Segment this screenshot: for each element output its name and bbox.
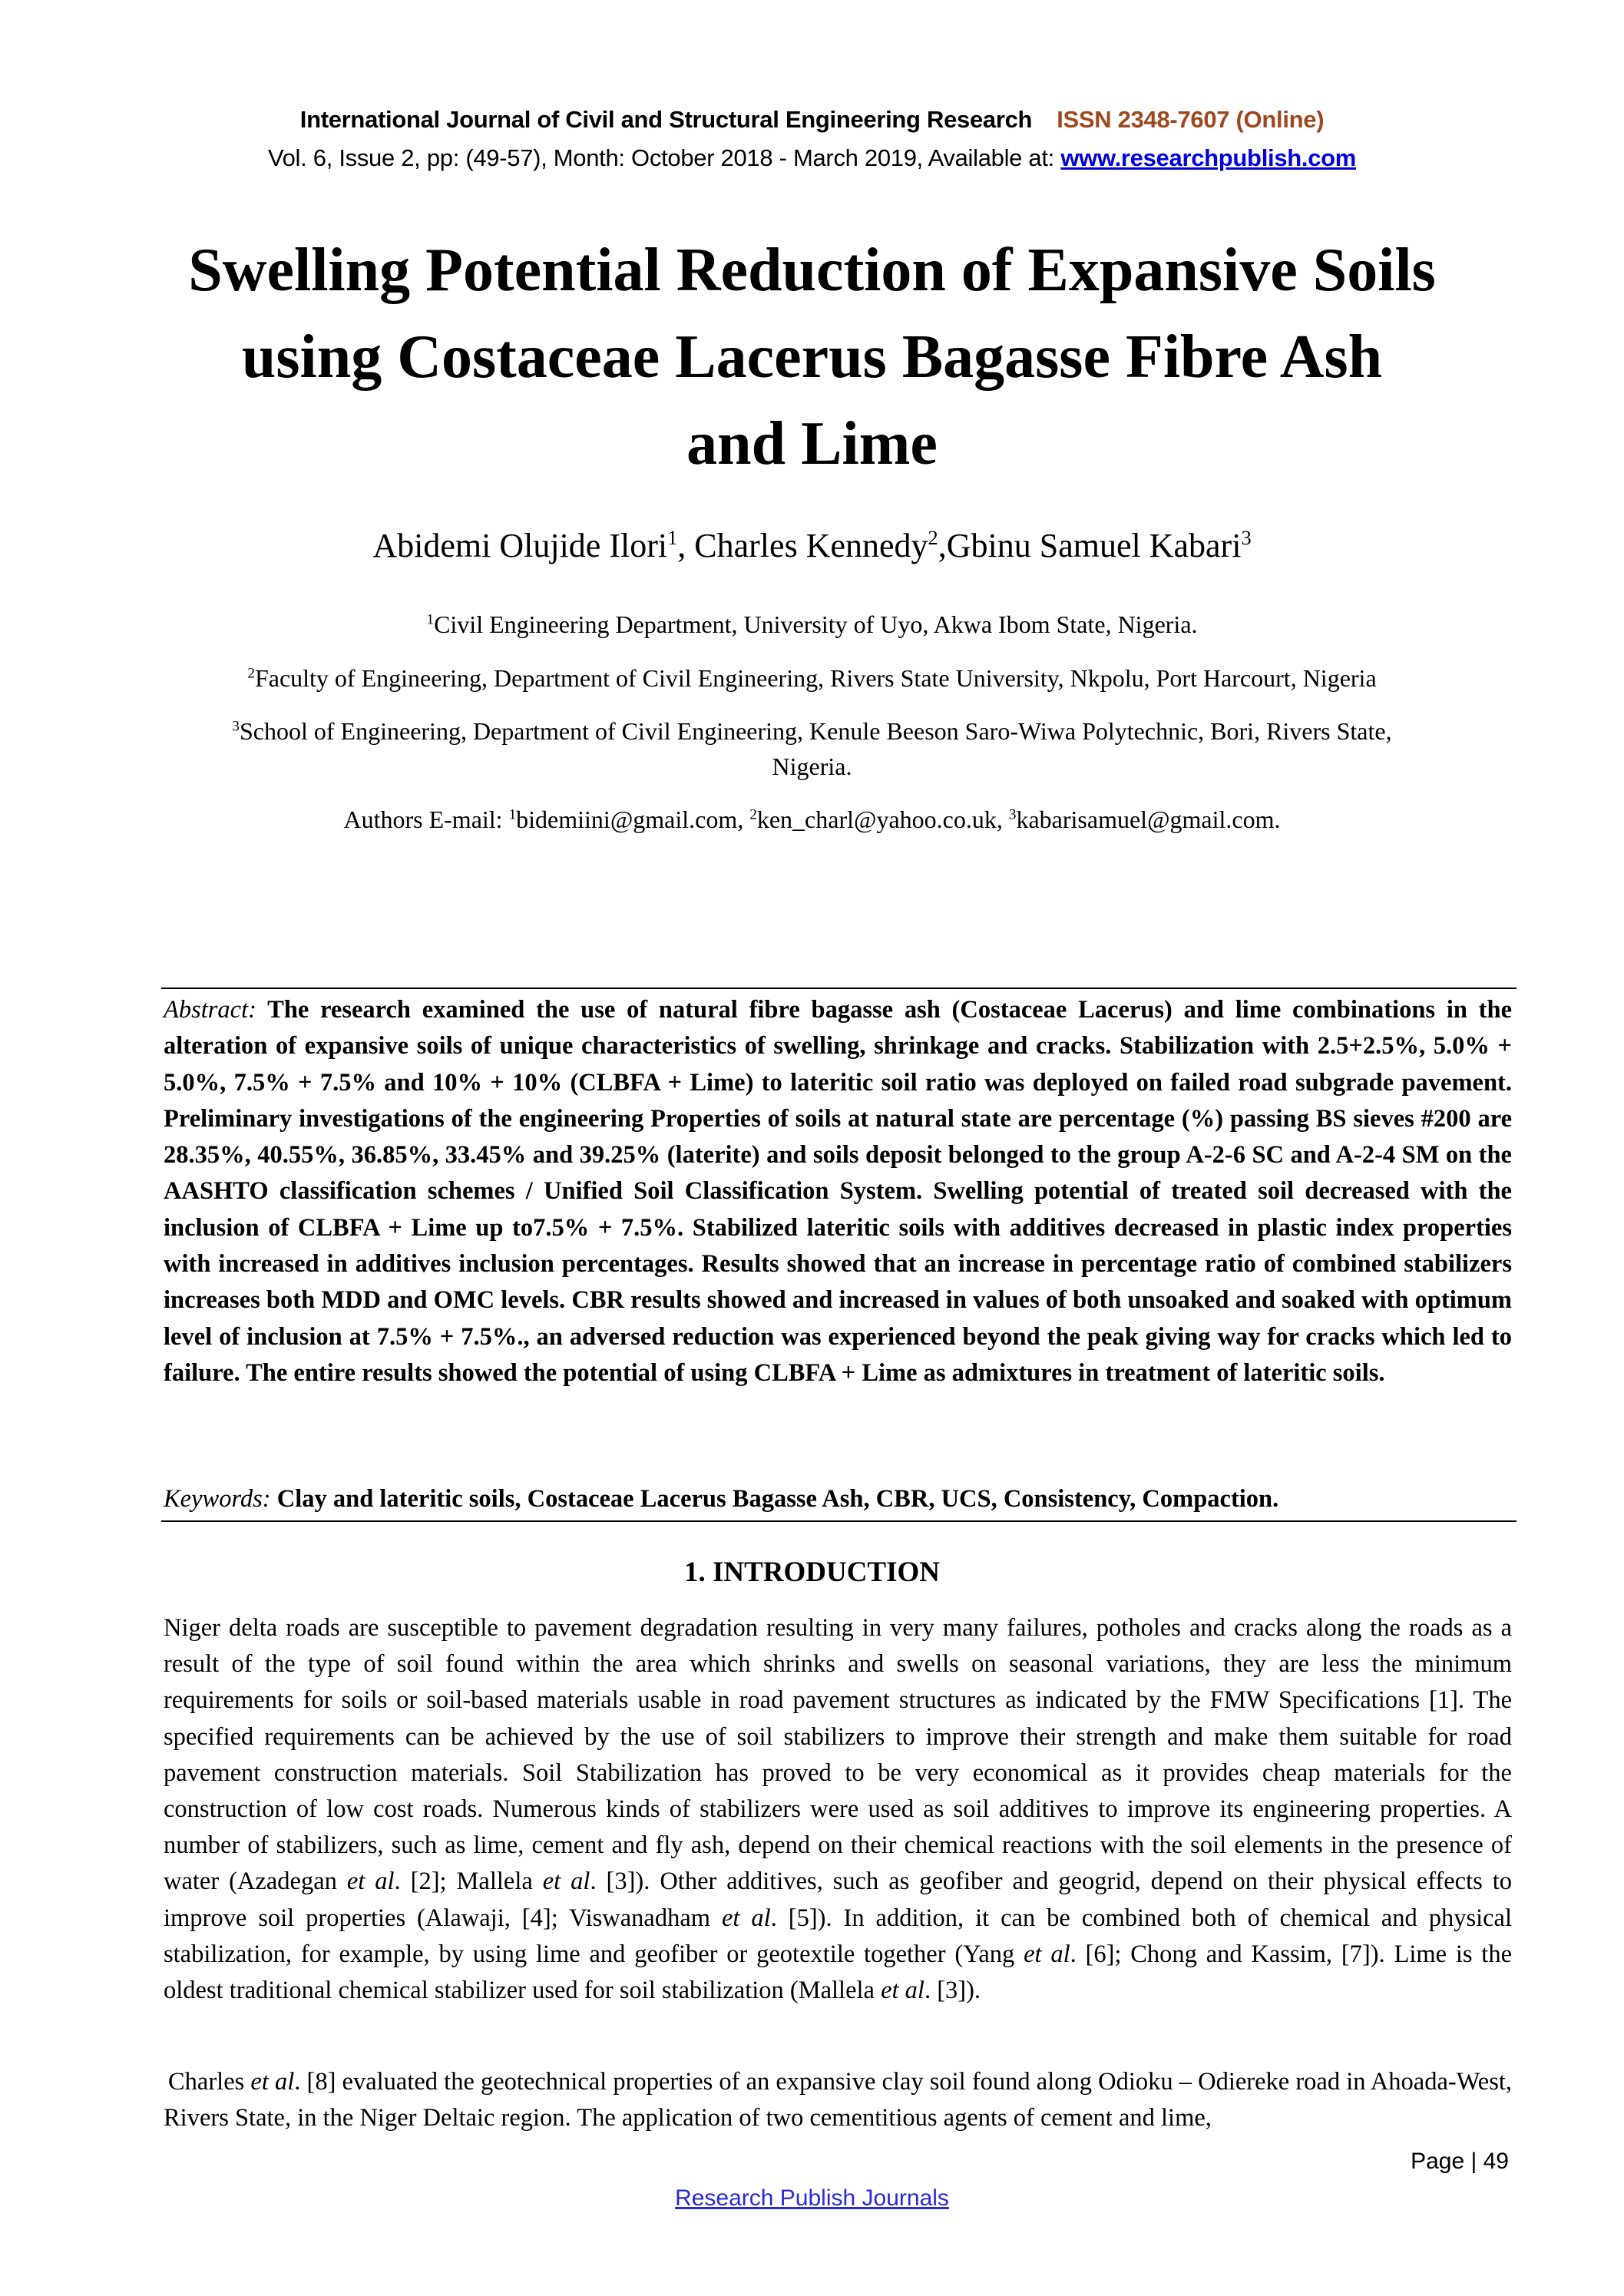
email-mark: 2 — [749, 806, 757, 823]
author-emails — [0, 802, 1624, 837]
issue-info — [0, 143, 1624, 174]
author-affiliation-mark: 1 — [667, 526, 678, 550]
author-name: Gbinu Samuel Kabari — [946, 527, 1242, 564]
email-mark: 3 — [1008, 806, 1017, 823]
abstract-label: Abstract: — [164, 996, 256, 1024]
intro-paragraph — [164, 2064, 1512, 2136]
abstract-top-rule — [161, 988, 1517, 989]
affiliation-mark: 2 — [247, 665, 255, 682]
affiliation-text: Faculty of Engineering, Department of Civil Engineering, Rivers State University, Nkpolu, Port Harcourt, Nigeria — [254, 664, 1377, 692]
issue-details: Vol. 6, Issue 2, pp: (49-57), Month: October 2018 - March 2019, Available at: — [267, 144, 1061, 171]
affiliation-text: Civil Engineering Department, University of Uyo, Akwa Ibom State, Nigeria. — [434, 610, 1198, 638]
author-name: Charles Kennedy — [694, 527, 928, 564]
affiliation — [0, 713, 1624, 749]
affiliation — [0, 607, 1624, 642]
italic-text: et al — [881, 1977, 924, 2005]
email-mark: 1 — [508, 806, 517, 823]
paragraph-text: . [3]). — [924, 1977, 981, 2005]
paragraph-text: . [2]; Mallela — [394, 1868, 543, 1896]
page-number: Page | 49 — [1411, 2149, 1509, 2174]
footer — [0, 2184, 1624, 2213]
italic-text: et al — [346, 1868, 395, 1896]
author-affiliation-mark: 2 — [928, 526, 938, 550]
italic-text: et al — [722, 1904, 771, 1932]
emails-label: Authors E-mail: — [343, 806, 509, 833]
author-name: Abidemi Olujide Ilori — [372, 527, 668, 564]
journal-name: International Journal of Civil and Structural Engineering Research — [299, 106, 1033, 133]
affiliation-text: School of Engineering, Department of Civil Engineering, Kenule Beeson Saro-Wiwa Polytechnic, Bori, Rivers State, — [240, 717, 1392, 745]
paragraph-text: . [6]; Chong and Kassim, [7]). Lime is the oldest traditional chemical stabilizer used for soil stabilization (Mallela — [164, 1940, 1513, 2005]
paragraph-text: . [5]). In addition, it can be combined both of chemical and physical stabilization, for example, by using lime and geofiber or geotextile together (Yang — [164, 1904, 1513, 1968]
abstract — [164, 992, 1512, 1391]
issn: ISSN 2348-7607 (Online) — [1057, 106, 1325, 133]
email-link[interactable]: bidemiini@gmail.com, — [516, 806, 750, 833]
paragraph-text: . [8] evaluated the geotechnical properties of an expansive clay soil found along Odioku – Odiereke road in Ahoada-West, Rivers State, in the Niger Deltaic region. The application of two cementitious agents of cement and lime, — [164, 2068, 1513, 2132]
affiliation-mark: 1 — [426, 611, 435, 628]
affiliation-mark: 3 — [232, 718, 240, 735]
italic-text: et al — [542, 1868, 590, 1896]
separator: , — [938, 527, 947, 564]
email-link[interactable]: kabarisamuel@gmail.com. — [1016, 806, 1281, 833]
authors — [0, 524, 1624, 567]
journal-header — [0, 104, 1624, 135]
paper-title — [0, 227, 1624, 488]
section-heading: 1. INTRODUCTION — [683, 1557, 941, 1588]
separator: , — [677, 527, 695, 564]
author-affiliation-mark: 3 — [1241, 526, 1252, 550]
paragraph-text: Niger delta roads are susceptible to pavement degradation resulting in very many failures, potholes and cracks along the roads as a result of the type of soil found within the area which shrinks and swells on seasonal variations, they are less the minimum requirements for soils or soil-based materials usable in road pavement structures as indicated by the FMW Specifications [1]. The specified requirements can be achieved by the use of soil stabilizers to improve their strength and make them suitable for road pavement construction materials. Soil Stabilization has proved to be very economical as it provides cheap materials for the construction of low cost roads. Numerous kinds of stabilizers were used as soil additives to improve its engineering properties. A number of stabilizers, such as lime, cement and fly ash, depend on their chemical reactions with the soil elements in the presence of water (Azadegan — [164, 1614, 1512, 1896]
italic-text: et al — [1024, 1940, 1070, 1968]
footer-link[interactable]: Research Publish Journals — [675, 2185, 949, 2211]
title-line: and Lime — [686, 410, 938, 478]
keywords-label: Keywords: — [164, 1485, 271, 1513]
keywords-text: Clay and lateritic soils, Costaceae Lacerus Bagasse Ash, CBR, UCS, Consistency, Compaction. — [270, 1485, 1279, 1513]
email-link[interactable]: ken_charl@yahoo.co.uk, — [756, 806, 1009, 833]
paragraph-text: Charles — [168, 2068, 251, 2096]
title-line: using Costaceae Lacerus Bagasse Fibre Ash — [241, 323, 1383, 391]
title-line: Swelling Potential Reduction of Expansive Soils — [188, 237, 1436, 304]
intro-paragraph — [164, 1610, 1512, 2009]
affiliation — [0, 660, 1624, 696]
abstract-bottom-rule — [161, 1520, 1517, 1522]
abstract-text: The research examined the use of natural fibre bagasse ash (Costaceae Lacerus) and lime combinations in the alteration of expansive soils of unique characteristics of swelling, shrinkage and cracks. Stabilization with 2.5+2.5%, 5.0% + 5.0%, 7.5% + 7.5% and 10% + 10% (CLBFA + Lime) to lateritic soil ratio was deployed on failed road subgrade pavement. Preliminary investigations of the engineering Properties of soils at natural state are percentage (%) passing BS sieves #200 are 28.35%, 40.55%, 36.85%, 33.45% and 39.25% (laterite) and soils deposit belonged to the group A-2-6 SC and A-2-4 SM on the AASHTO classification schemes / Unified Soil Classification System. Swelling potential of treated soil decreased with the inclusion of CLBFA + Lime up to7.5% + 7.5%. Stabilized lateritic soils with additives decreased in plastic index properties with increased in additives inclusion percentages. Results showed that an increase in percentage ratio of combined stabilizers increases both MDD and OMC levels. CBR results showed and increased in values of both unsoaked and soaked with optimum level of inclusion at 7.5% + 7.5%., an adversed reduction was experienced beyond the peak giving way for cracks which led to failure. The entire results showed the potential of using CLBFA + Lime as admixtures in treatment of lateritic soils. — [164, 996, 1512, 1387]
affiliation-continued: Nigeria. — [772, 753, 852, 780]
italic-text: et al — [250, 2068, 295, 2096]
paragraph-text: . [3]). Other additives, such as geofiber and geogrid, depend on their physical effects to improve soil properties (Alawaji, [4]; Viswanadham — [164, 1868, 1513, 1932]
keywords — [164, 1481, 1512, 1517]
website-link[interactable]: www.researchpublish.com — [1060, 144, 1357, 171]
